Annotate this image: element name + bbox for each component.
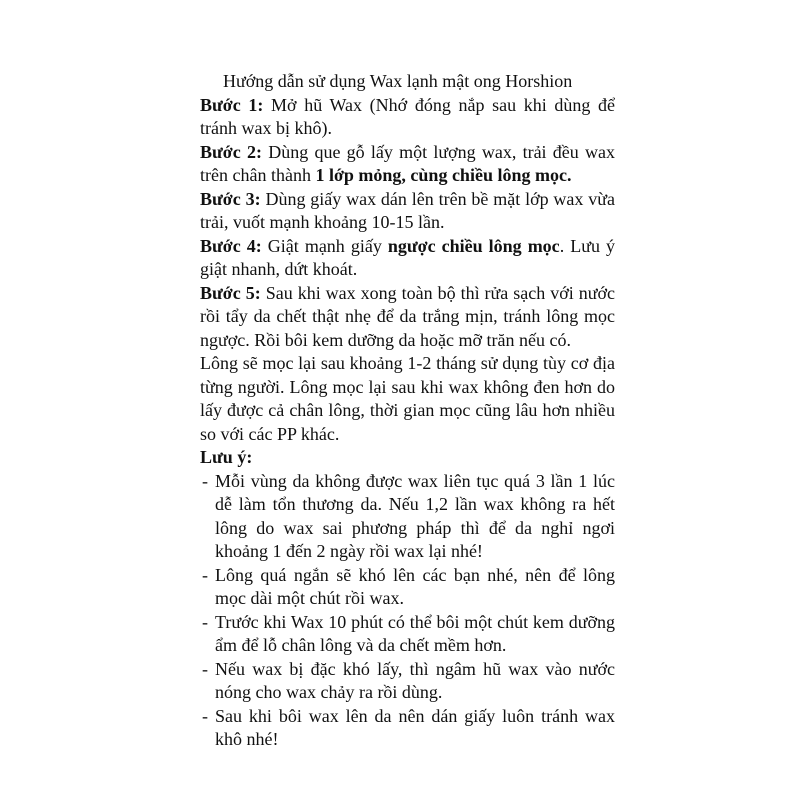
step-1: [200, 94, 615, 141]
step-1-text: Mở hũ Wax (Nhớ đóng nắp sau khi dùng để tránh wax bị khô).: [200, 94, 615, 138]
step-5-text: Sau khi wax xong toàn bộ thì rửa sạch với nước rồi tẩy da chết thật nhẹ để da trắng mịn, tránh lông mọc ngược. Rồi bôi kem dưỡng da hoặc mỡ trăn nếu có.: [200, 282, 615, 350]
note-text: Trước khi Wax 10 phút có thể bôi một chút kem dưỡng ẩm để lỗ chân lông và da chết mềm hơn.: [215, 611, 615, 655]
note-text: Mỗi vùng da không được wax liên tục quá 3 lần 1 lúc dễ làm tổn thương da. Nếu 1,2 lần wax không ra hết lông do wax sai phương pháp thì để da nghỉ ngơi khoảng 1 đến 2 ngày rồi wax lại nhé!: [215, 470, 615, 561]
step-4-text-before: Giật mạnh giấy: [261, 235, 388, 256]
step-4: [200, 235, 615, 282]
step-2-emphasis: 1 lớp mỏng, cùng chiều lông mọc.: [315, 165, 572, 185]
step-3-label: Bước 3:: [200, 188, 261, 209]
step-4-text-after: . Lưu ý giật nhanh, dứt khoát.: [200, 235, 615, 279]
notes-label: Lưu ý:: [200, 447, 253, 467]
step-4-label: Bước 4:: [200, 235, 262, 256]
step-2: [200, 141, 615, 188]
dash-bullet: -: [202, 658, 208, 679]
dash-bullet: -: [202, 705, 208, 726]
note-item: [202, 564, 615, 611]
step-2-text: Dùng que gỗ lấy một lượng wax, trải đều wax trên chân thành: [200, 141, 615, 185]
step-5-label: Bước 5:: [200, 282, 261, 303]
dash-bullet: -: [202, 470, 208, 491]
note-item: [202, 658, 615, 705]
step-1-label: Bước 1:: [200, 94, 264, 115]
note-item: [202, 611, 615, 658]
step-3-text: Dùng giấy wax dán lên trên bề mặt lớp wax vừa trải, vuốt mạnh khoảng 10-15 lần.: [200, 188, 615, 232]
note-item: [202, 470, 615, 564]
note-text: Nếu wax bị đặc khó lấy, thì ngâm hũ wax vào nước nóng cho wax chảy ra rồi dùng.: [215, 658, 615, 702]
step-5: [200, 282, 615, 353]
step-2-label: Bước 2:: [200, 141, 262, 162]
note-item: [202, 705, 615, 752]
note-text: Sau khi bôi wax lên da nên dán giấy luôn tránh wax khô nhé!: [215, 705, 615, 749]
dash-bullet: -: [202, 611, 208, 632]
notes-list: [200, 470, 615, 752]
regrowth-paragraph: Lông sẽ mọc lại sau khoảng 1-2 tháng sử dụng tùy cơ địa từng người. Lông mọc lại sau khi wax không đen hơn do lấy được cả chân lông, thời gian mọc cũng lâu hơn nhiều so với các PP khác.: [200, 353, 615, 444]
step-3: [200, 188, 615, 235]
dash-bullet: -: [202, 564, 208, 585]
note-text: Lông quá ngắn sẽ khó lên các bạn nhé, nên để lông mọc dài một chút rồi wax.: [215, 564, 615, 608]
step-4-emphasis: ngược chiều lông mọc: [387, 235, 560, 256]
document-title: Hướng dẫn sử dụng Wax lạnh mật ong Horshion: [223, 71, 573, 91]
instruction-document: [200, 70, 615, 752]
